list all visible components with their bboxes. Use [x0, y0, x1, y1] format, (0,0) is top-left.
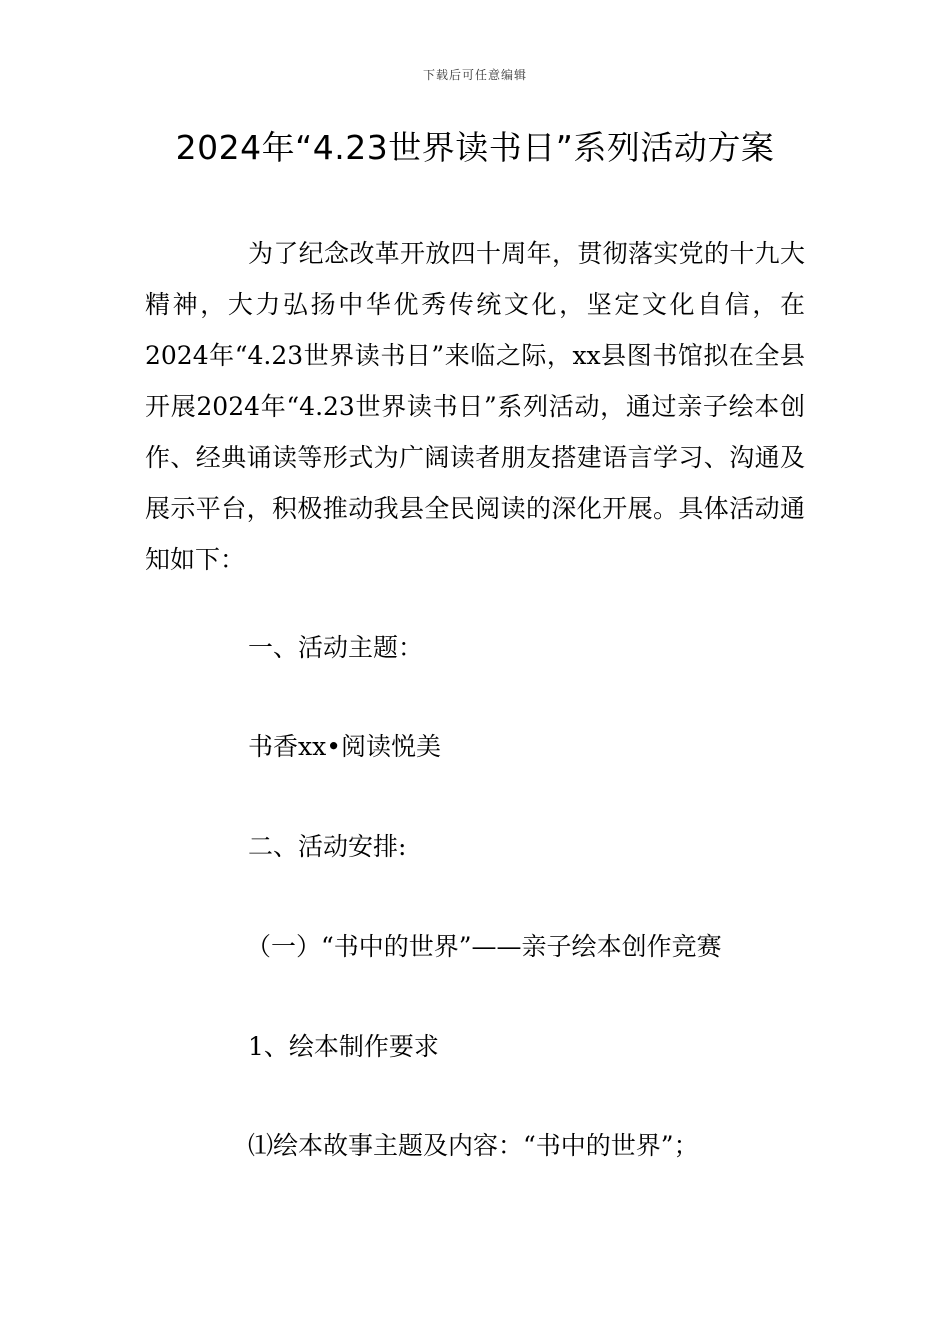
item-1: 1、绘本制作要求 [248, 1032, 439, 1061]
theme-text: 书香xx•阅读悦美 [248, 732, 441, 761]
section-theme-heading: 一、活动主题： [248, 633, 424, 662]
document-title: 2024年“4.23世界读书日”系列活动方案 [175, 128, 775, 167]
section-arrangement-heading: 二、活动安排: [248, 832, 407, 861]
item-1-1: ⑴绘本故事主题及内容：“书中的世界”； [248, 1131, 699, 1160]
subsection-heading-1: （一）“书中的世界”——亲子绘本创作竞赛 [246, 932, 722, 961]
header-note: 下载后可任意编辑 [422, 68, 527, 82]
intro-paragraph: 为了纪念改革开放四十周年，贯彻落实党的十九大精神，大力弘扬中华优秀传统文化，坚定文化自信，在2024年“4.23世界读书日”来临之际，xx县图书馆拟在全县开展2024年“4.23世界读书日”系列活动，通过亲子绘本创作、经典诵读等形式为广阔读者朋友搭建语言学习、沟通及展示平台，积极推动我县全民阅读的深化开展。具体活动通知如下： [145, 239, 805, 574]
